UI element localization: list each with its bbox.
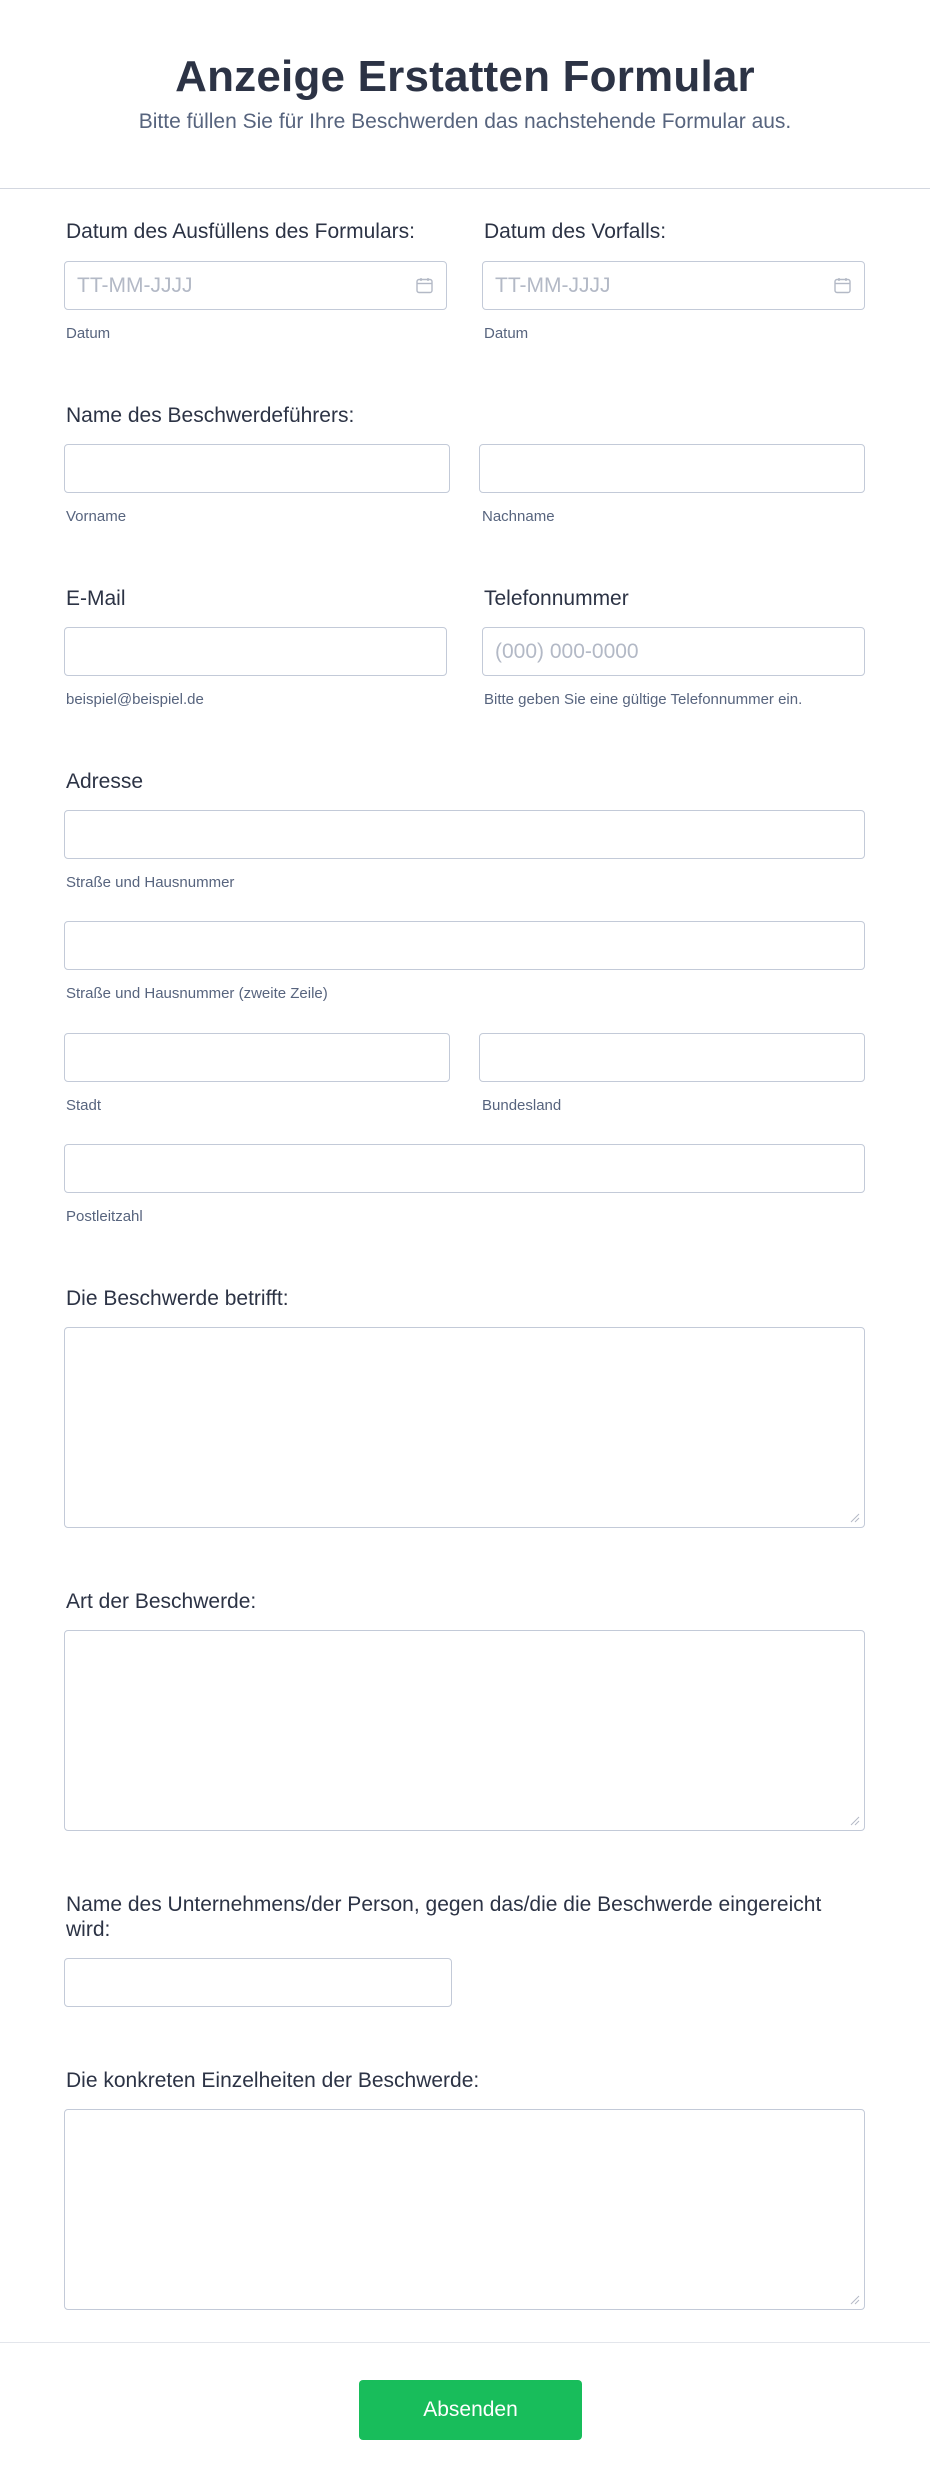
zip-input[interactable] [64,1144,865,1193]
incident-date-label: Datum des Vorfalls: [484,220,667,243]
first-name-sublabel: Vorname [66,508,127,525]
resize-grip-icon[interactable] [850,2295,860,2305]
incident-date-sublabel: Datum [484,325,529,342]
form-date-label: Datum des Ausfüllens des Formulars: [66,220,415,243]
city-input[interactable] [64,1033,450,1082]
street-input[interactable] [64,810,865,859]
email-label: E-Mail [66,587,126,610]
form-title: Anzeige Erstatten Formular [175,52,755,101]
email-sublabel: beispiel@beispiel.de [66,691,204,708]
phone-sublabel: Bitte geben Sie eine gültige Telefonnummer ein. [484,691,803,708]
phone-placeholder: (000) 000-0000 [495,640,639,663]
street-sublabel: Straße und Hausnummer [66,874,235,891]
first-name-input[interactable] [64,444,450,493]
email-input[interactable] [64,627,447,676]
phone-label: Telefonnummer [484,587,629,610]
last-name-input[interactable] [479,444,865,493]
resize-grip-icon[interactable] [850,1816,860,1826]
street2-sublabel: Straße und Hausnummer (zweite Zeile) [66,985,328,1002]
complaint-subject-textarea[interactable] [64,1327,865,1528]
complaint-type-label: Art der Beschwerde: [66,1590,257,1613]
company-name-label: Name des Unternehmens/der Person, gegen das/die die Beschwerde eingereicht wird: [66,1893,822,1941]
phone-input[interactable] [482,627,865,676]
street2-input[interactable] [64,921,865,970]
complaint-type-textarea[interactable] [64,1630,865,1831]
company-name-input[interactable] [64,1958,452,2007]
form-date-sublabel: Datum [66,325,111,342]
form-header [0,0,930,189]
form-subtitle: Bitte füllen Sie für Ihre Beschwerden das nachstehende Formular aus. [138,110,792,133]
zip-sublabel: Postleitzahl [66,1208,143,1225]
submit-button[interactable]: Absenden [359,2380,582,2440]
complaint-subject-label: Die Beschwerde betrifft: [66,1287,289,1310]
last-name-sublabel: Nachname [482,508,555,525]
complaint-details-label: Die konkreten Einzelheiten der Beschwerde: [66,2069,480,2092]
form-date-placeholder: TT-MM-JJJJ [77,274,193,297]
state-input[interactable] [479,1033,865,1082]
resize-grip-icon[interactable] [850,1513,860,1523]
city-sublabel: Stadt [66,1097,102,1114]
calendar-icon[interactable] [416,277,433,294]
complainant-name-label: Name des Beschwerdeführers: [66,404,355,427]
form-date-input[interactable] [64,261,447,310]
address-label: Adresse [66,770,144,793]
incident-date-placeholder: TT-MM-JJJJ [495,274,611,297]
complaint-details-textarea[interactable] [64,2109,865,2310]
incident-date-input[interactable] [482,261,865,310]
calendar-icon[interactable] [834,277,851,294]
state-sublabel: Bundesland [482,1097,562,1114]
